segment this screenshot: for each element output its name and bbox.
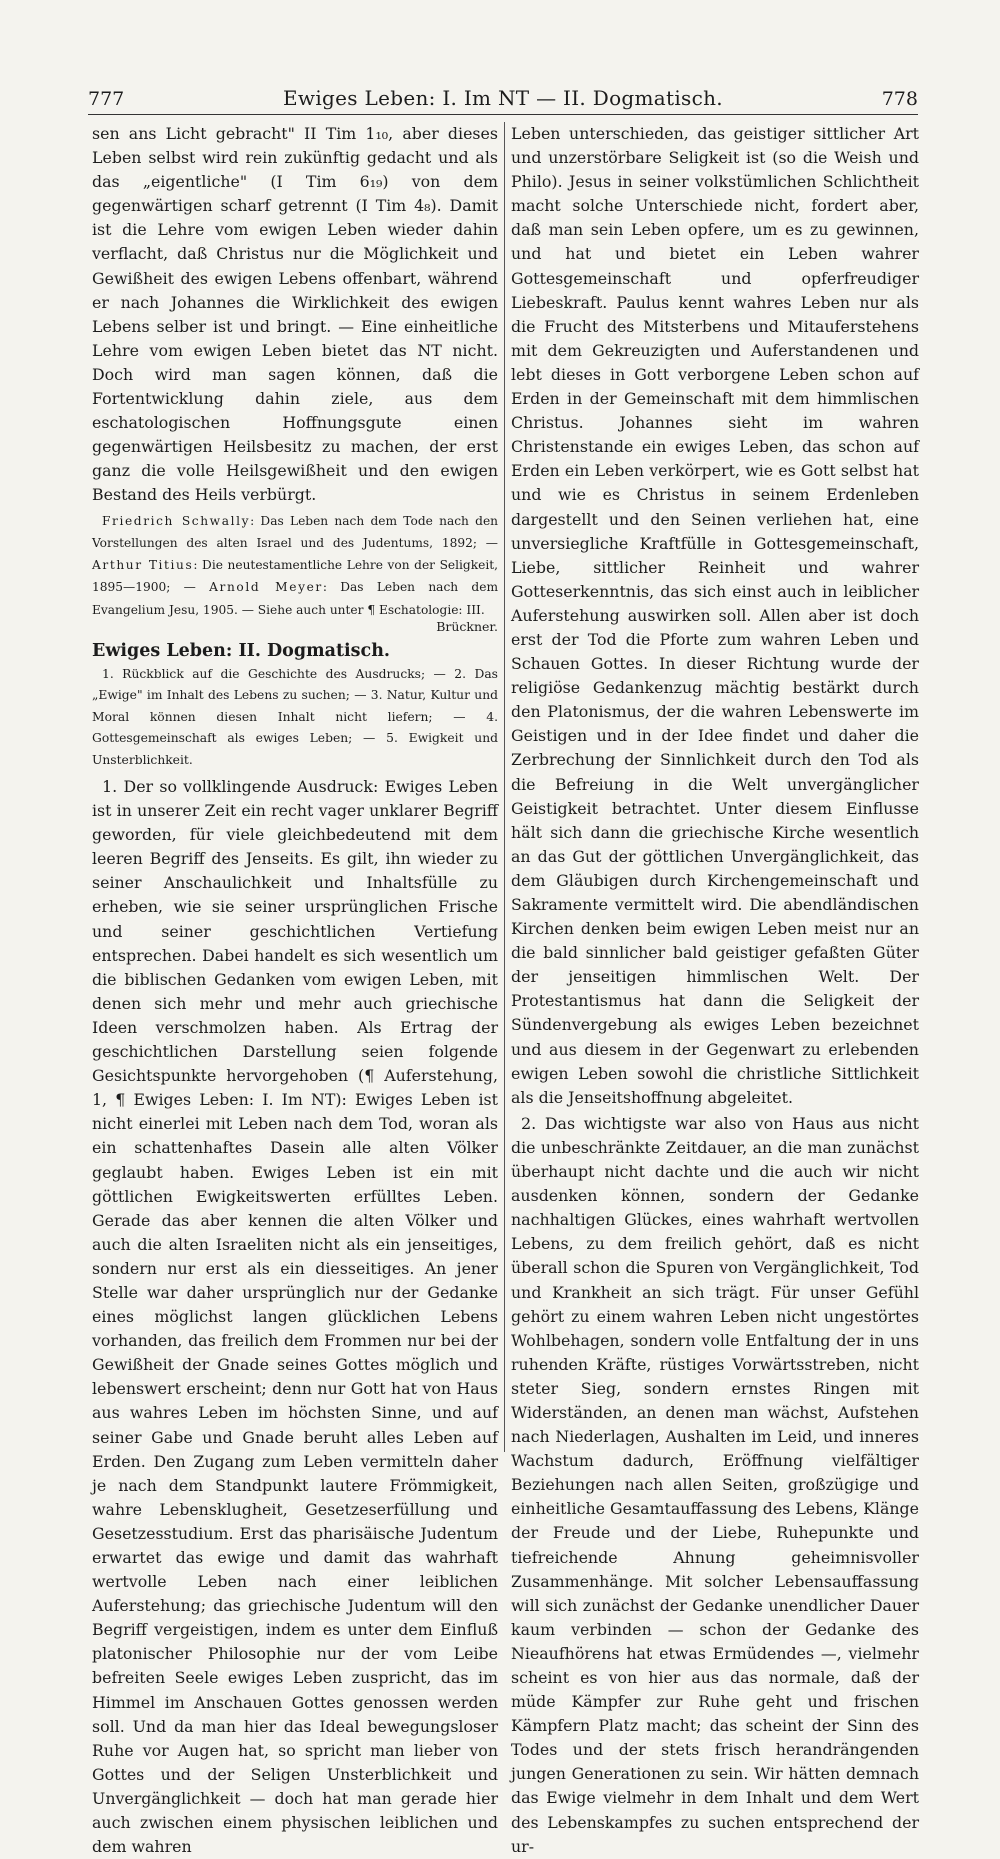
header-rule [88, 114, 918, 115]
right-column [511, 122, 919, 1856]
literature-author: Friedrich Schwally [102, 513, 251, 528]
paragraph-text: Der so vollklingende Ausdruck: Ewiges Leben ist in unserer Zeit ein recht vager unklarer Begriff geworden, für viele gleichbedeutend mit dem leeren Begriff des Jenseits. Es gilt, ihn wieder zu seiner Anschaulichkeit und Inhaltsfülle zu erheben, wie sie seiner ursprünglichen Frische und seiner geschichtlichen Vertiefung entsprechen. Dabei handelt es sich wesentlich um die biblischen Gedanken vom ewigen Leben, mit denen sich mehr und mehr auch griechische Ideen verschmolzen haben. Als Ertrag der geschichtlichen Darstellung seien folgende Gesichtspunkte hervorgehoben (¶ Auferstehung, 1, ¶ Ewiges Leben: I. Im NT): Ewiges Leben ist nicht einerlei mit Leben nach dem Tod, woran als ein schattenhaftes Dasein alle alten Völker geglaubt haben. Ewiges Leben ist ein mit göttlichen Ewigkeitswerten erfülltes Leben. Gerade das aber kennen die alten Völker und auch die alten Israeliten nicht als ein jenseitiges, sondern nur erst als ein diesseitiges. An jener Stelle war daher ursprünglich nur der Gedanke eines möglichst langen glücklichen Lebens vorhanden, das freilich dem Frommen nur bei der Gewißheit der Gnade seines Gottes möglich und lebenswert erscheint; denn nur Gott hat von Haus aus wahres Leben im höchsten Sinne, und auf seiner Gabe und Gnade beruht alles Leben auf Erden. Den Zugang zum Leben vermitteln daher je nach dem Standpunkt lautere Frömmigkeit, wahre Lebensklugheit, Gesetzeserfüllung und Gesetzesstudium. Erst das pharisäische Judentum erwartet das ewige und damit das wahrhaft wertvolle Leben nach einer leiblichen Auferstehung; das griechische Judentum will den Begriff vergeistigen, indem es unter dem Einfluß platonischer Philosophie nur der vom Leibe befreiten Seele ewiges Leben zuspricht, das im Himmel im Anschauen Gottes genossen werden soll. Und da man hier das Ideal bewegungsloser Ruhe vor Augen hat, so spricht man lieber von Gottes und der Seligen Unsterblichkeit und Unvergänglichkeit — doch hat man gerade hier auch zwischen einem physischen leiblichen und dem wahren [92, 777, 498, 1857]
running-title: Ewiges Leben: I. Im NT — II. Dogmatisch. [283, 86, 723, 110]
section-contents-summary: 1. Rückblick auf die Geschichte des Ausdrucks; — 2. Das „Ewige" im Inhalt des Lebens zu suchen; — 3. Natur, Kultur und Moral können diesen Inhalt nicht liefern; — 4. Gottesgemeinschaft als ewiges Leben; — 5. Ewigkeit und Unsterblichkeit. [92, 666, 498, 767]
literature-entry: : Die neutestamentliche Lehre von der Seligkeit, 1895—1900; — [92, 558, 498, 595]
paragraph-continued: sen ans Licht gebracht" II Tim 1₁₀, aber dieses Leben selbst wird rein zukünftig gedacht und als das „eigentliche" (I Tim 6₁₉) von dem gegenwärtigen scharf getrennt (I Tim 4₈). Damit ist die Lehre vom ewigen Leben wieder dahin verflacht, daß Christus nur die Möglichkeit und Gewißheit des ewigen Lebens offenbart, während er nach Johannes die Wirklichkeit des ewigen Lebens selber ist und bringt. — Eine einheitliche Lehre vom ewigen Leben bietet das NT nicht. Doch wird man sagen können, daß die Fortentwicklung dahin ziele, aus dem eschatologischen Hoffnungsgute einen gegenwärtigen Heilsbesitz zu machen, der erst ganz die volle Heilsgewißheit und den ewigen Bestand des Heils verbürgt. [92, 124, 498, 505]
section-heading: Ewiges Leben: II. Dogmatisch. [92, 640, 391, 661]
column-divider [504, 122, 505, 1452]
paragraph-number: 1. [102, 777, 118, 797]
literature-entry: : Das Leben nach dem Tode nach den Vorstellungen des alten Israel und des Judentums, 1892; — [92, 513, 499, 550]
running-header [88, 70, 918, 110]
paragraph-number: 2. [521, 1113, 537, 1133]
paragraph-text: Das wichtigste war also von Haus aus nicht die unbeschränkte Zeitdauer, an die man zunächst überhaupt nicht dachte und die auch wir nicht ausdenken können, sondern der Gedanke nachhaltigen Glückes, eines wahrhaft wertvollen Lebens, zu dem freilich gehört, daß es nicht überall schon die Spuren von Vergänglichkeit, Tod und Krankheit an sich trägt. Für unser Gefühl gehört zu einem wahren Leben nicht ungestörtes Wohlbehagen, sondern volle Entfaltung der in uns ruhenden Kräfte, rüstiges Vorwärtsstreben, nicht steter Sieg, sondern ernstes Ringen mit Widerständen, an denen man wächst, Aufstehen nach Niederlagen, Aushalten im Leid, und inneres Wachstum dadurch, Eröffnung vielfältiger Beziehungen nach allen Seiten, großzügige und einheitliche Gesamtauffassung des Lebens, Klänge der Freude und der Liebe, Ruhepunkte und tiefreichende Ahnung geheimnisvoller Zusammenhänge. Mit solcher Lebensauffassung will sich zunächst der Gedanke unendlicher Dauer kaum verbinden — schon der Gedanke des Nieaufhörens hat etwas Ermüdendes —, vielmehr scheint es von hier aus das normale, daß der müde Kämpfer zur Ruhe geht und frischen Kämpfern Platz macht; das scheint der Sinn des Todes und der stets frisch herandrängenden jungen Generationen zu sein. Wir hätten demnach das Ewige vielmehr in dem Inhalt und dem Wert des Lebenskampfes zu suchen entsprechend der ur- [511, 1113, 919, 1856]
literature-author: Arthur Titius [92, 558, 194, 573]
paragraph-continued: Leben unterschieden, das geistiger sittlicher Art und unzerstörbare Seligkeit ist (so die Weish und Philo). Jesus in seiner volkstümlichen Schlichtheit macht solche Unterschiede nicht, fordert aber, daß man sein Leben opfere, um es zu gewinnen, und hat und bietet ein Leben wahrer Gottesgemeinschaft und opferfreudiger Liebeskraft. Paulus kennt wahres Leben nur als die Frucht des Mitsterbens und Mitauferstehens mit dem Gekreuzigten und Auferstandenen und lebt dieses in Gott verborgene Leben schon auf Erden in der Gemeinschaft mit dem himmlischen Christus. Johannes sieht im wahren Christenstande ein ewiges Leben, das schon auf Erden ein Leben verkörpert, wie es Gott selbst hat und wie es Christus in seinem Erdenleben dargestellt und den Seinen verliehen hat, eine unversiegliche Kraftfülle in Gottesgemeinschaft, Liebe, sittlicher Reinheit und wahrer Gotteserkenntnis, das sich einst auch in leiblicher Auferstehung auswirken soll. Allen aber ist doch erst der Tod die Pforte zum wahren Leben und Schauen Gottes. In dieser Richtung wurde der religiöse Gedankenzug mächtig bestärkt durch den Platonismus, der die wahren Lebenswerte im Geistigen und in der Idee findet und daher die Zerbrechung der Sinnlichkeit durch den Tod als die Befreiung in die Welt unvergänglicher Geistigkeit betrachtet. Unter diesem Einflusse hält sich dann die griechische Kirche wesentlich an das Gut der göttlichen Unvergänglichkeit, das dem Gläubigen durch Kirchengemeinschaft und Sakramente vermittelt wird. Die abendländischen Kirchen denken beim ewigen Leben meist nur an die bald sinnlicher bald geistiger gefaßten Güter der jenseitigen himmlischen Welt. Der Protestantismus hat dann die Seligkeit der Sündenvergebung als ewiges Leben bezeichnet und aus diesem in der Gegenwart zu erlebenden ewigen Leben sowohl die christliche Sittlichkeit als die Jenseitshoffnung abgeleitet. [511, 124, 919, 1107]
page-number-right: 778 [881, 88, 918, 110]
literature-entry: : Das Leben nach dem Evangelium Jesu, 1905. — Siehe auch unter ¶ Eschatologie: III. [92, 580, 499, 617]
paragraph-2 [511, 1112, 919, 1859]
author-signature: Brückner. [436, 618, 498, 634]
left-column [92, 122, 499, 1857]
paragraph-1 [92, 775, 498, 1859]
literature-author: Arnold Meyer [209, 580, 323, 595]
literature-references [92, 510, 498, 621]
page-number-left: 777 [88, 88, 125, 110]
